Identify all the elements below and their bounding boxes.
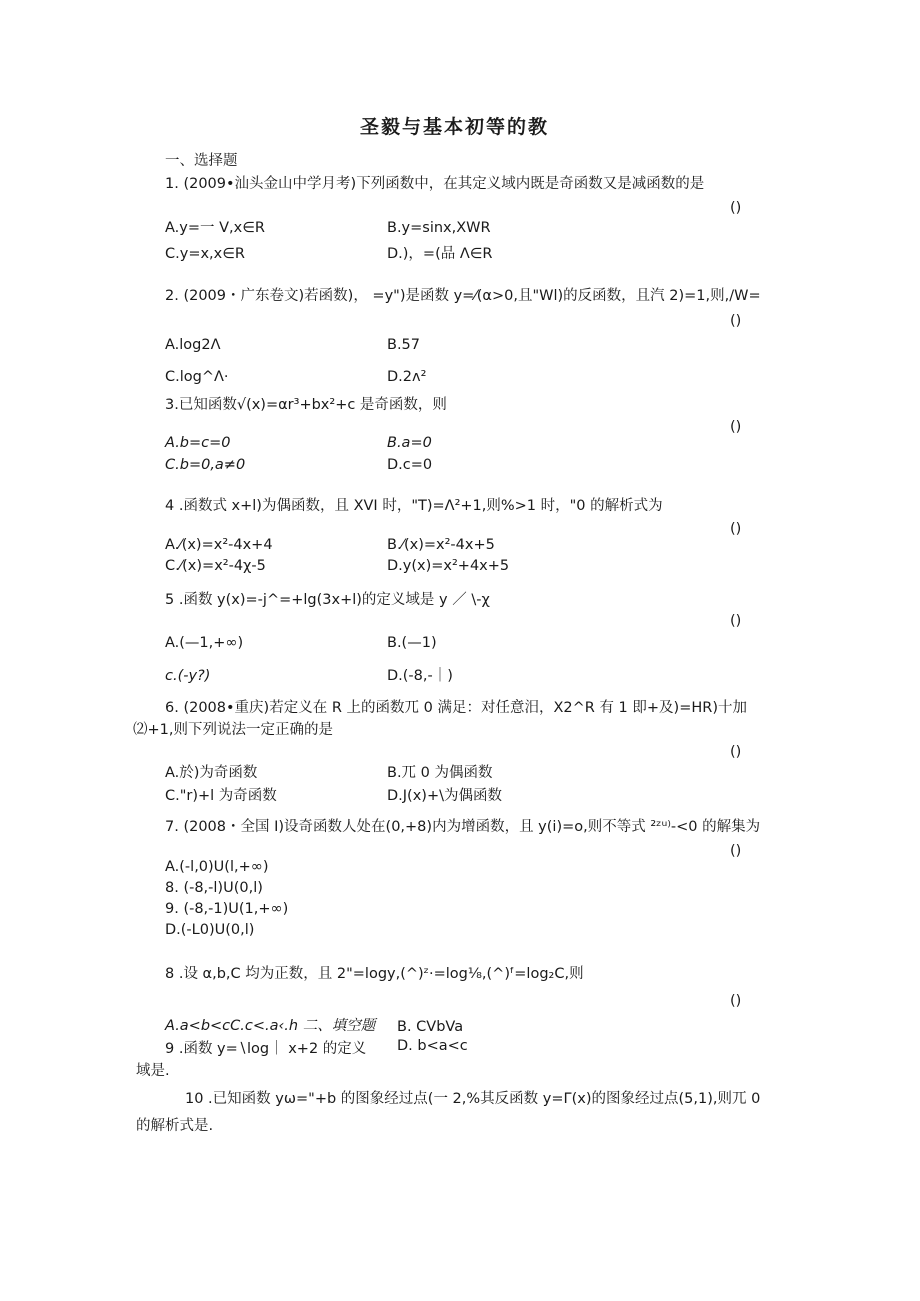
q6-option-a: A.於)为奇函数: [165, 765, 258, 781]
q5-option-b: B.(—1): [387, 635, 437, 651]
q7-answer-blank: (): [730, 843, 742, 859]
q2-stem: 2. (2009・广东卷文)若函数)， =y")是函数 y=⁄(α>0,且"Wl)的反函数，且汽 2)=1,则,/W=: [165, 288, 761, 304]
q8-answer-blank: (): [730, 993, 742, 1009]
q8-option-a: A.a<b<cC.c<.a‹.h 二、填空题: [165, 1018, 376, 1034]
q4-option-d: D.y(x)=x²+4x+5: [387, 558, 510, 574]
q6-option-c: C."r)+l 为奇函数: [165, 788, 277, 804]
q6-stem: 6. (2008•重庆)若定义在 R 上的函数兀 0 满足：对任意汨，X2^R 有 1 即+及)=HR)十加: [165, 700, 747, 716]
q7-option-a: A.(-l,0)U(l,+∞): [165, 859, 269, 875]
q3-answer-blank: (): [730, 419, 742, 435]
q4-option-b: B.⁄(x)=x²-4x+5: [387, 537, 495, 553]
q7-option-b: 8. (-8,-l)U(0,l): [165, 880, 263, 896]
q8-option-b: B. CVbVa: [397, 1019, 464, 1035]
q2-answer-blank: (): [730, 313, 742, 329]
q6-stem-continued: ⑵+1,则下列说法一定正确的是: [133, 722, 333, 738]
q9-stem: 9 .函数 y=∖log｜ x+2 的定义: [165, 1041, 367, 1057]
q3-option-d: D.c=0: [387, 457, 433, 473]
q1-option-d: D.)，=(品 Λ∈R: [387, 246, 493, 262]
q2-option-c: C.log^Λ·: [165, 369, 229, 385]
q7-option-d: D.(-L0)U(0,l): [165, 922, 255, 938]
q2-option-b: B.57: [387, 337, 421, 353]
q7-stem: 7. (2008・全国 I)设奇函数人处在(0,+8)内为增函数，且 y(i)=o,则不等式 ²ᶻᵘ⁾-<0 的解集为: [165, 819, 761, 835]
q3-option-b: B.a=0: [387, 435, 432, 451]
q6-option-d: D.J(x)+\为偶函数: [387, 788, 502, 804]
q7-option-c: 9. (-8,-1)U(1,+∞): [165, 901, 289, 917]
q1-stem: 1. (2009•汕头金山中学月考)下列函数中，在其定义域内既是奇函数又是减函数的是: [165, 176, 705, 192]
section-heading: 一、选择题: [165, 153, 238, 169]
q4-stem: 4 .函数式 x+l)为偶函数，且 XVI 时，"T)=Λ²+1,则%>1 时，"0 的解析式为: [165, 498, 663, 514]
q5-answer-blank: (): [730, 613, 742, 629]
q8-stem: 8 .设 α,b,C 均为正数，且 2"=logy,(^)ᶻ·=log⅛,(^)ᶠ=log₂C,则: [165, 966, 584, 982]
q6-option-b: B.兀 0 为偶函数: [387, 765, 493, 781]
q1-option-b: B.y=sinx,XWR: [387, 220, 491, 236]
q1-option-a: A.y=一 V,x∈R: [165, 220, 265, 236]
q1-option-c: C.y=x,x∈R: [165, 246, 245, 262]
q6-answer-blank: (): [730, 744, 742, 760]
q1-answer-blank: (): [730, 200, 742, 216]
q5-option-a: A.(—1,+∞): [165, 635, 244, 651]
q8-option-d: D. b<a<c: [397, 1038, 468, 1054]
page-title: 圣毅与基本初等的教: [360, 116, 550, 138]
q3-option-c: C.b=0,a≠0: [165, 457, 246, 473]
q4-answer-blank: (): [730, 521, 742, 537]
q10-stem-continued: 的解析式是.: [136, 1118, 214, 1134]
q3-stem: 3.已知函数√(x)=αr³+bx²+c 是奇函数，则: [165, 397, 447, 413]
q2-option-a: A.log2Λ: [165, 337, 221, 353]
q9-stem-continued: 域是.: [136, 1063, 170, 1079]
q2-option-d: D.2ᴧ²: [387, 369, 427, 385]
q5-stem: 5 .函数 y(x)=-j^=+lg(3x+l)的定义域是 y ／ \-χ: [165, 592, 490, 608]
q4-option-a: A.⁄(x)=x²-4x+4: [165, 537, 273, 553]
q3-option-a: A.b=c=0: [165, 435, 231, 451]
q4-option-c: C.⁄(x)=x²-4χ-5: [165, 558, 266, 574]
q10-stem: 10 .已知函数 yω="+b 的图象经过点(一 2,%其反函数 y=Γ(x)的图象经过点(5,1),则兀 0: [185, 1091, 761, 1107]
q5-option-d: D.(-8,-｜): [387, 668, 453, 684]
q5-option-c: c.(-y?): [165, 668, 211, 684]
